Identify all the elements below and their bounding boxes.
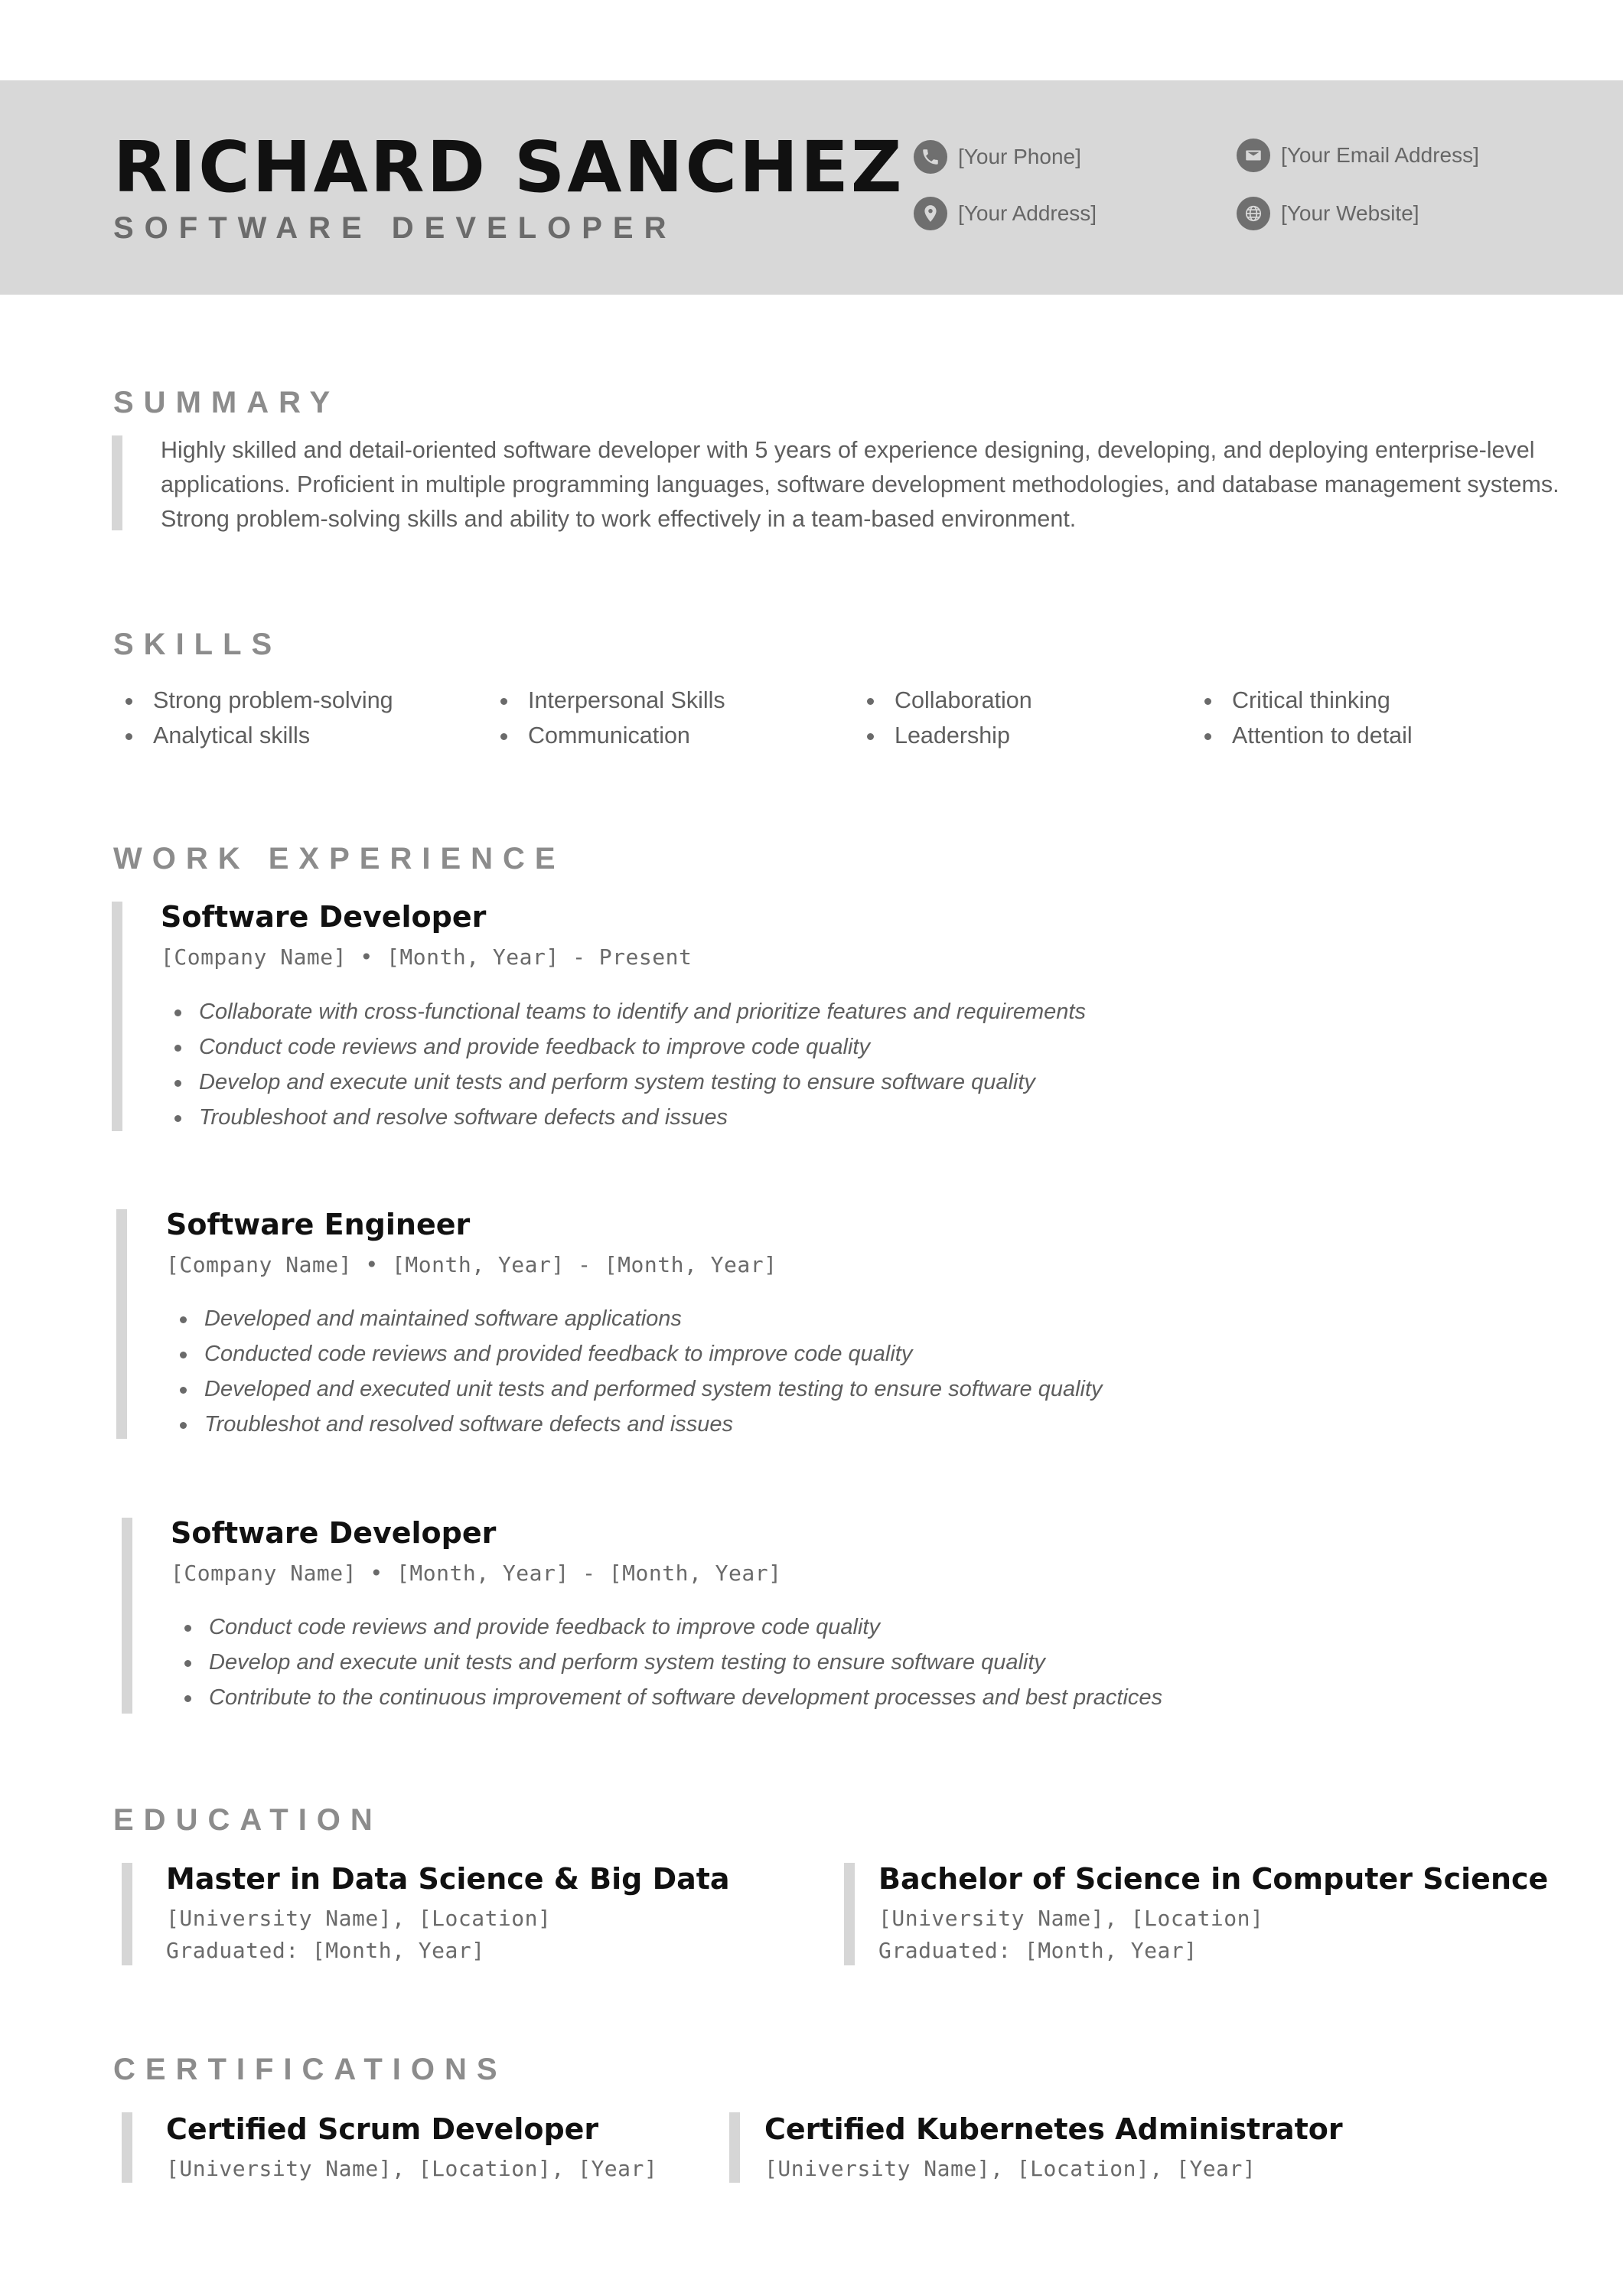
certification-meta: [University Name], [Location], [Year] bbox=[166, 2156, 658, 2181]
contact-email-text: [Your Email Address] bbox=[1281, 143, 1479, 167]
skill-item: Analytical skills bbox=[122, 718, 393, 753]
certification-meta: [University Name], [Location], [Year] bbox=[764, 2156, 1256, 2181]
job-bullet: Contribute to the continuous improvement of software development processes and best practices bbox=[178, 1680, 1162, 1715]
email-icon bbox=[1237, 139, 1270, 172]
contact-address-text: [Your Address] bbox=[958, 201, 1097, 225]
phone-icon bbox=[914, 140, 947, 174]
job-bullet: Conducted code reviews and provided feedback to improve code quality bbox=[174, 1336, 1103, 1371]
job-bullet: Develop and execute unit tests and perform system testing to ensure software quality bbox=[178, 1645, 1162, 1680]
summary-heading: SUMMARY bbox=[113, 386, 341, 419]
certification-bar bbox=[122, 2112, 132, 2183]
skill-item: Critical thinking bbox=[1201, 683, 1413, 718]
certification-bar bbox=[729, 2112, 740, 2183]
contact-address bbox=[914, 197, 1097, 230]
job-bullets bbox=[168, 994, 1086, 1135]
contact-phone-text: [Your Phone] bbox=[958, 145, 1081, 168]
skills-column bbox=[1201, 683, 1413, 753]
degree-school: [University Name], [Location] bbox=[166, 1906, 552, 1931]
summary-bar bbox=[112, 435, 122, 530]
job-meta: [Company Name] • [Month, Year] - Present bbox=[161, 944, 693, 970]
job-bullet: Developed and executed unit tests and performed system testing to ensure software quality bbox=[174, 1371, 1103, 1407]
job-title: Software Developer bbox=[171, 1516, 497, 1550]
certifications-heading: CERTIFICATIONS bbox=[113, 2053, 507, 2086]
degree-graduated: Graduated: [Month, Year] bbox=[878, 1938, 1198, 1963]
education-bar bbox=[122, 1863, 132, 1965]
skill-item: Interpersonal Skills bbox=[497, 683, 725, 718]
experience-heading: WORK EXPERIENCE bbox=[113, 842, 565, 876]
skill-item: Communication bbox=[497, 718, 725, 753]
job-bar bbox=[112, 902, 122, 1131]
degree-title: Master in Data Science & Big Data bbox=[166, 1862, 730, 1896]
job-bullet: Troubleshot and resolved software defects and issues bbox=[174, 1407, 1103, 1442]
job-bar bbox=[116, 1209, 127, 1439]
job-meta: [Company Name] • [Month, Year] - [Month, Year] bbox=[166, 1252, 777, 1277]
contact-website bbox=[1237, 197, 1419, 230]
skill-item: Leadership bbox=[864, 718, 1032, 753]
job-bullet: Developed and maintained software applications bbox=[174, 1301, 1103, 1336]
contact-phone bbox=[914, 140, 1081, 174]
certification-title: Certified Scrum Developer bbox=[166, 2112, 599, 2146]
skill-item: Attention to detail bbox=[1201, 718, 1413, 753]
skills-column bbox=[122, 683, 393, 753]
job-bullet: Conduct code reviews and provide feedback to improve code quality bbox=[178, 1609, 1162, 1645]
job-meta: [Company Name] • [Month, Year] - [Month, Year] bbox=[171, 1561, 782, 1586]
job-bullet: Collaborate with cross-functional teams to identify and prioritize features and requirements bbox=[168, 994, 1086, 1029]
job-title: Software Developer bbox=[161, 900, 487, 934]
skill-item: Strong problem-solving bbox=[122, 683, 393, 718]
job-bar bbox=[122, 1518, 132, 1714]
certification-title: Certified Kubernetes Administrator bbox=[764, 2112, 1343, 2146]
degree-title: Bachelor of Science in Computer Science bbox=[878, 1862, 1549, 1896]
education-bar bbox=[844, 1863, 855, 1965]
job-bullets bbox=[174, 1301, 1103, 1442]
candidate-title: SOFTWARE DEVELOPER bbox=[113, 211, 677, 245]
summary-text: Highly skilled and detail-oriented software developer with 5 years of experience designing, developing, and deploying enterprise-level applications. Proficient in multiple programming languages, software development methodologies, and database management systems. Strong problem-solving skills and ability to work effectively in a team-based environment. bbox=[161, 437, 1559, 532]
degree-graduated: Graduated: [Month, Year] bbox=[166, 1938, 485, 1963]
location-icon bbox=[914, 197, 947, 230]
degree-school: [University Name], [Location] bbox=[878, 1906, 1264, 1931]
education-heading: EDUCATION bbox=[113, 1803, 383, 1837]
job-title: Software Engineer bbox=[166, 1208, 471, 1241]
contact-email bbox=[1237, 139, 1479, 172]
job-bullet: Troubleshoot and resolve software defects and issues bbox=[168, 1100, 1086, 1135]
job-bullets bbox=[178, 1609, 1162, 1715]
skill-item: Collaboration bbox=[864, 683, 1032, 718]
skills-heading: SKILLS bbox=[113, 628, 282, 661]
skills-column bbox=[497, 683, 725, 753]
globe-icon bbox=[1237, 197, 1270, 230]
contact-website-text: [Your Website] bbox=[1281, 201, 1419, 225]
skills-column bbox=[864, 683, 1032, 753]
job-bullet: Develop and execute unit tests and perform system testing to ensure software quality bbox=[168, 1065, 1086, 1100]
job-bullet: Conduct code reviews and provide feedback to improve code quality bbox=[168, 1029, 1086, 1065]
candidate-name: RICHARD SANCHEZ bbox=[113, 126, 904, 208]
